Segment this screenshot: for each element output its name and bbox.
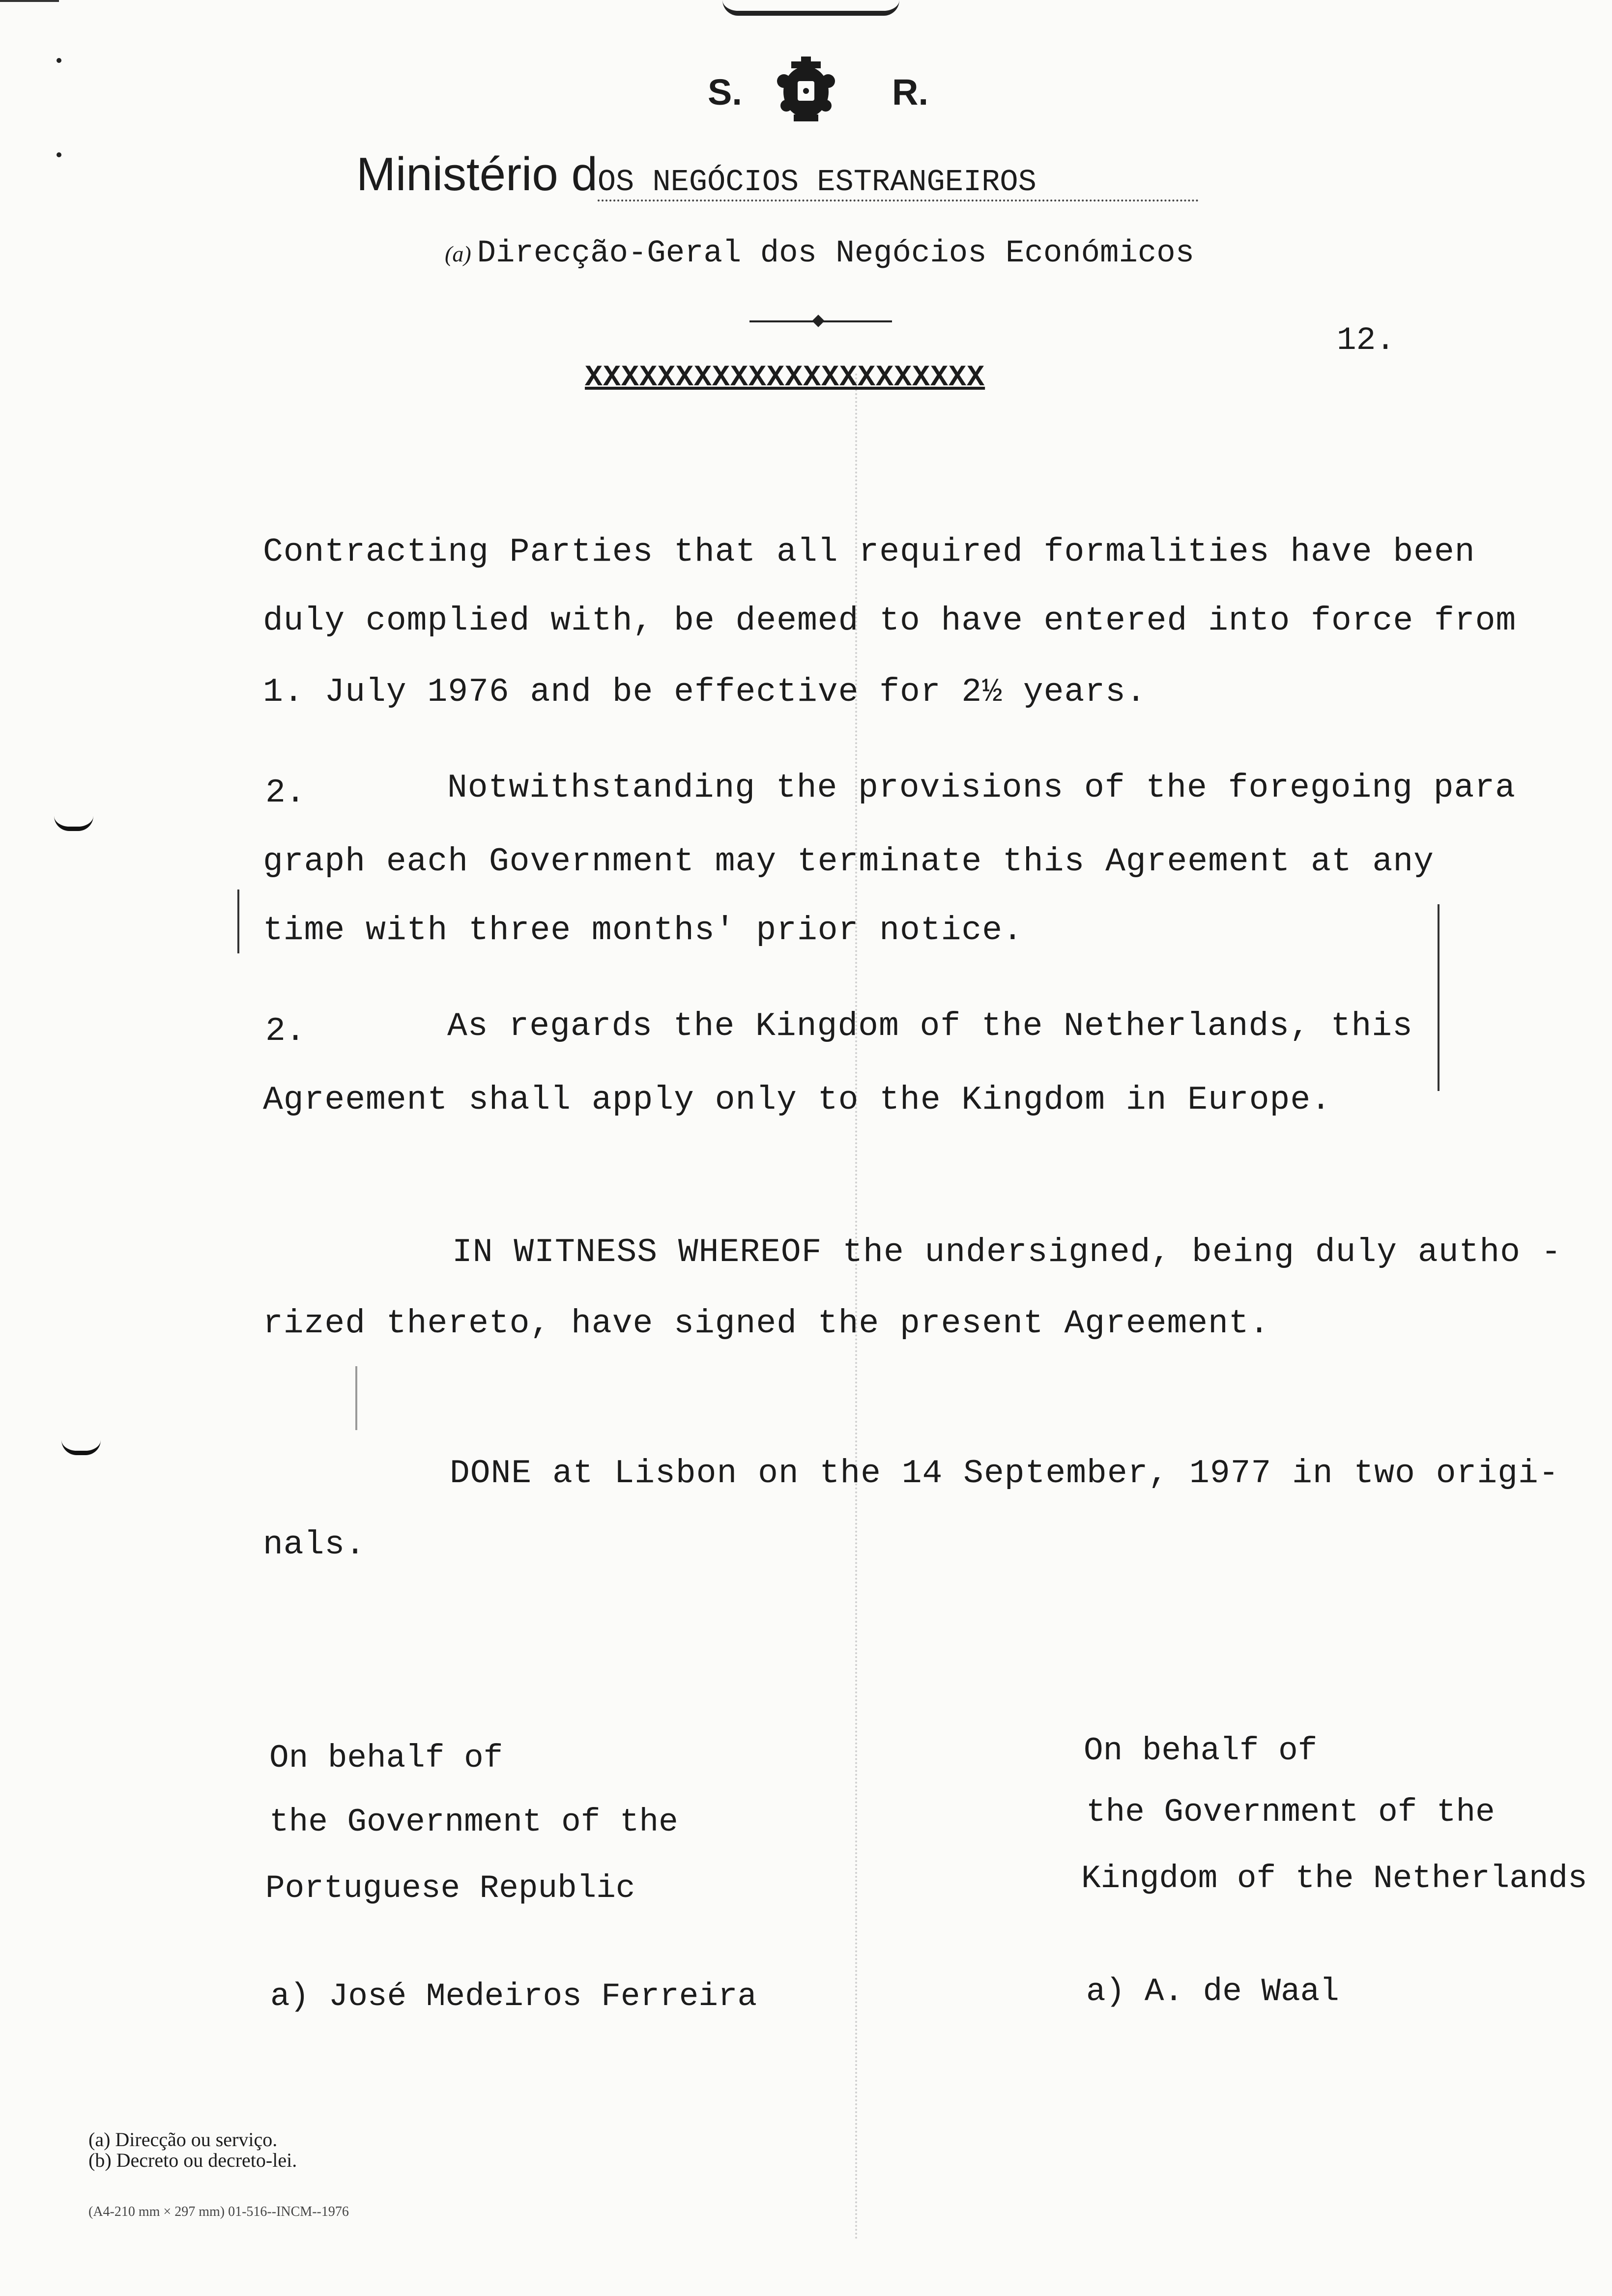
witness-line-1: IN WITNESS WHEREOF the undersigned, being duly autho - — [452, 1234, 1562, 1271]
binding-mark — [722, 0, 899, 16]
para-3-line-2: Agreement shall apply only to the Kingdom in Europe. — [263, 1081, 1331, 1119]
para-2-line-1: Notwithstanding the provisions of the foregoing para — [447, 769, 1516, 807]
para-2-number: 2. — [265, 774, 306, 812]
signature-left-line-3: Portuguese Republic — [265, 1870, 635, 1907]
margin-rule — [237, 890, 239, 953]
ministry-title-rest: OS NEGÓCIOS ESTRANGEIROS — [598, 165, 1199, 201]
signature-right-line-1: On behalf of — [1084, 1732, 1318, 1769]
done-line-2: nals. — [263, 1526, 366, 1564]
signature-left-line-1: On behalf of — [269, 1740, 503, 1777]
intro-line-3: 1. July 1976 and be effective for 2½ years. — [263, 673, 1147, 711]
signatory-right: a) A. de Waal — [1086, 1973, 1339, 2010]
sr-left: S. — [708, 72, 742, 113]
margin-rule — [355, 1366, 357, 1430]
signature-right-line-3: Kingdom of the Netherlands — [1081, 1860, 1587, 1897]
signature-right-line-2: the Government of the — [1086, 1794, 1495, 1831]
intro-line-2: duly complied with, be deemed to have entered into force from — [263, 602, 1517, 640]
para-2-line-3: time with three months' prior notice. — [263, 912, 1023, 949]
crossed-out-line: XXXXXXXXXXXXXXXXXXXXXX — [585, 361, 985, 395]
directorate-label: (a) — [445, 241, 471, 266]
page-number: 12. — [1337, 322, 1395, 359]
para-3-line-1: As regards the Kingdom of the Netherlands, this — [447, 1007, 1413, 1045]
ministry-title — [356, 147, 1199, 201]
ministry-title-lead: Ministério d — [356, 148, 598, 201]
directorate-name: Direcção-Geral dos Negócios Económicos — [477, 236, 1195, 271]
divider-diamond-icon — [812, 315, 824, 327]
para-2-line-2: graph each Government may terminate this Agreement at any — [263, 843, 1434, 881]
scan-edge-line — [0, 0, 59, 2]
intro-line-1: Contracting Parties that all required formalities have been — [263, 533, 1475, 571]
sr-right: R. — [892, 72, 928, 113]
footnote-b: (b) Decreto ou decreto-lei. — [88, 2149, 297, 2171]
scan-dot — [57, 152, 61, 157]
footnote-a: (a) Direcção ou serviço. — [88, 2128, 278, 2151]
done-line-1: DONE at Lisbon on the 14 September, 1977 in two origi- — [450, 1455, 1559, 1492]
signatory-left: a) José Medeiros Ferreira — [270, 1978, 757, 2015]
directorate-line — [445, 236, 1194, 271]
punch-hole-mark — [61, 1440, 101, 1455]
margin-rule — [1438, 904, 1439, 1091]
coat-of-arms-icon — [774, 52, 838, 125]
print-reference: (A4-210 mm × 297 mm) 01-516--INCM--1976 — [88, 2204, 349, 2219]
signature-left-line-2: the Government of the — [269, 1804, 678, 1840]
para-3-number: 2. — [265, 1012, 306, 1050]
scan-dot — [57, 58, 61, 63]
punch-hole-mark — [54, 816, 93, 831]
witness-line-2: rized thereto, have signed the present Agreement. — [263, 1305, 1270, 1343]
